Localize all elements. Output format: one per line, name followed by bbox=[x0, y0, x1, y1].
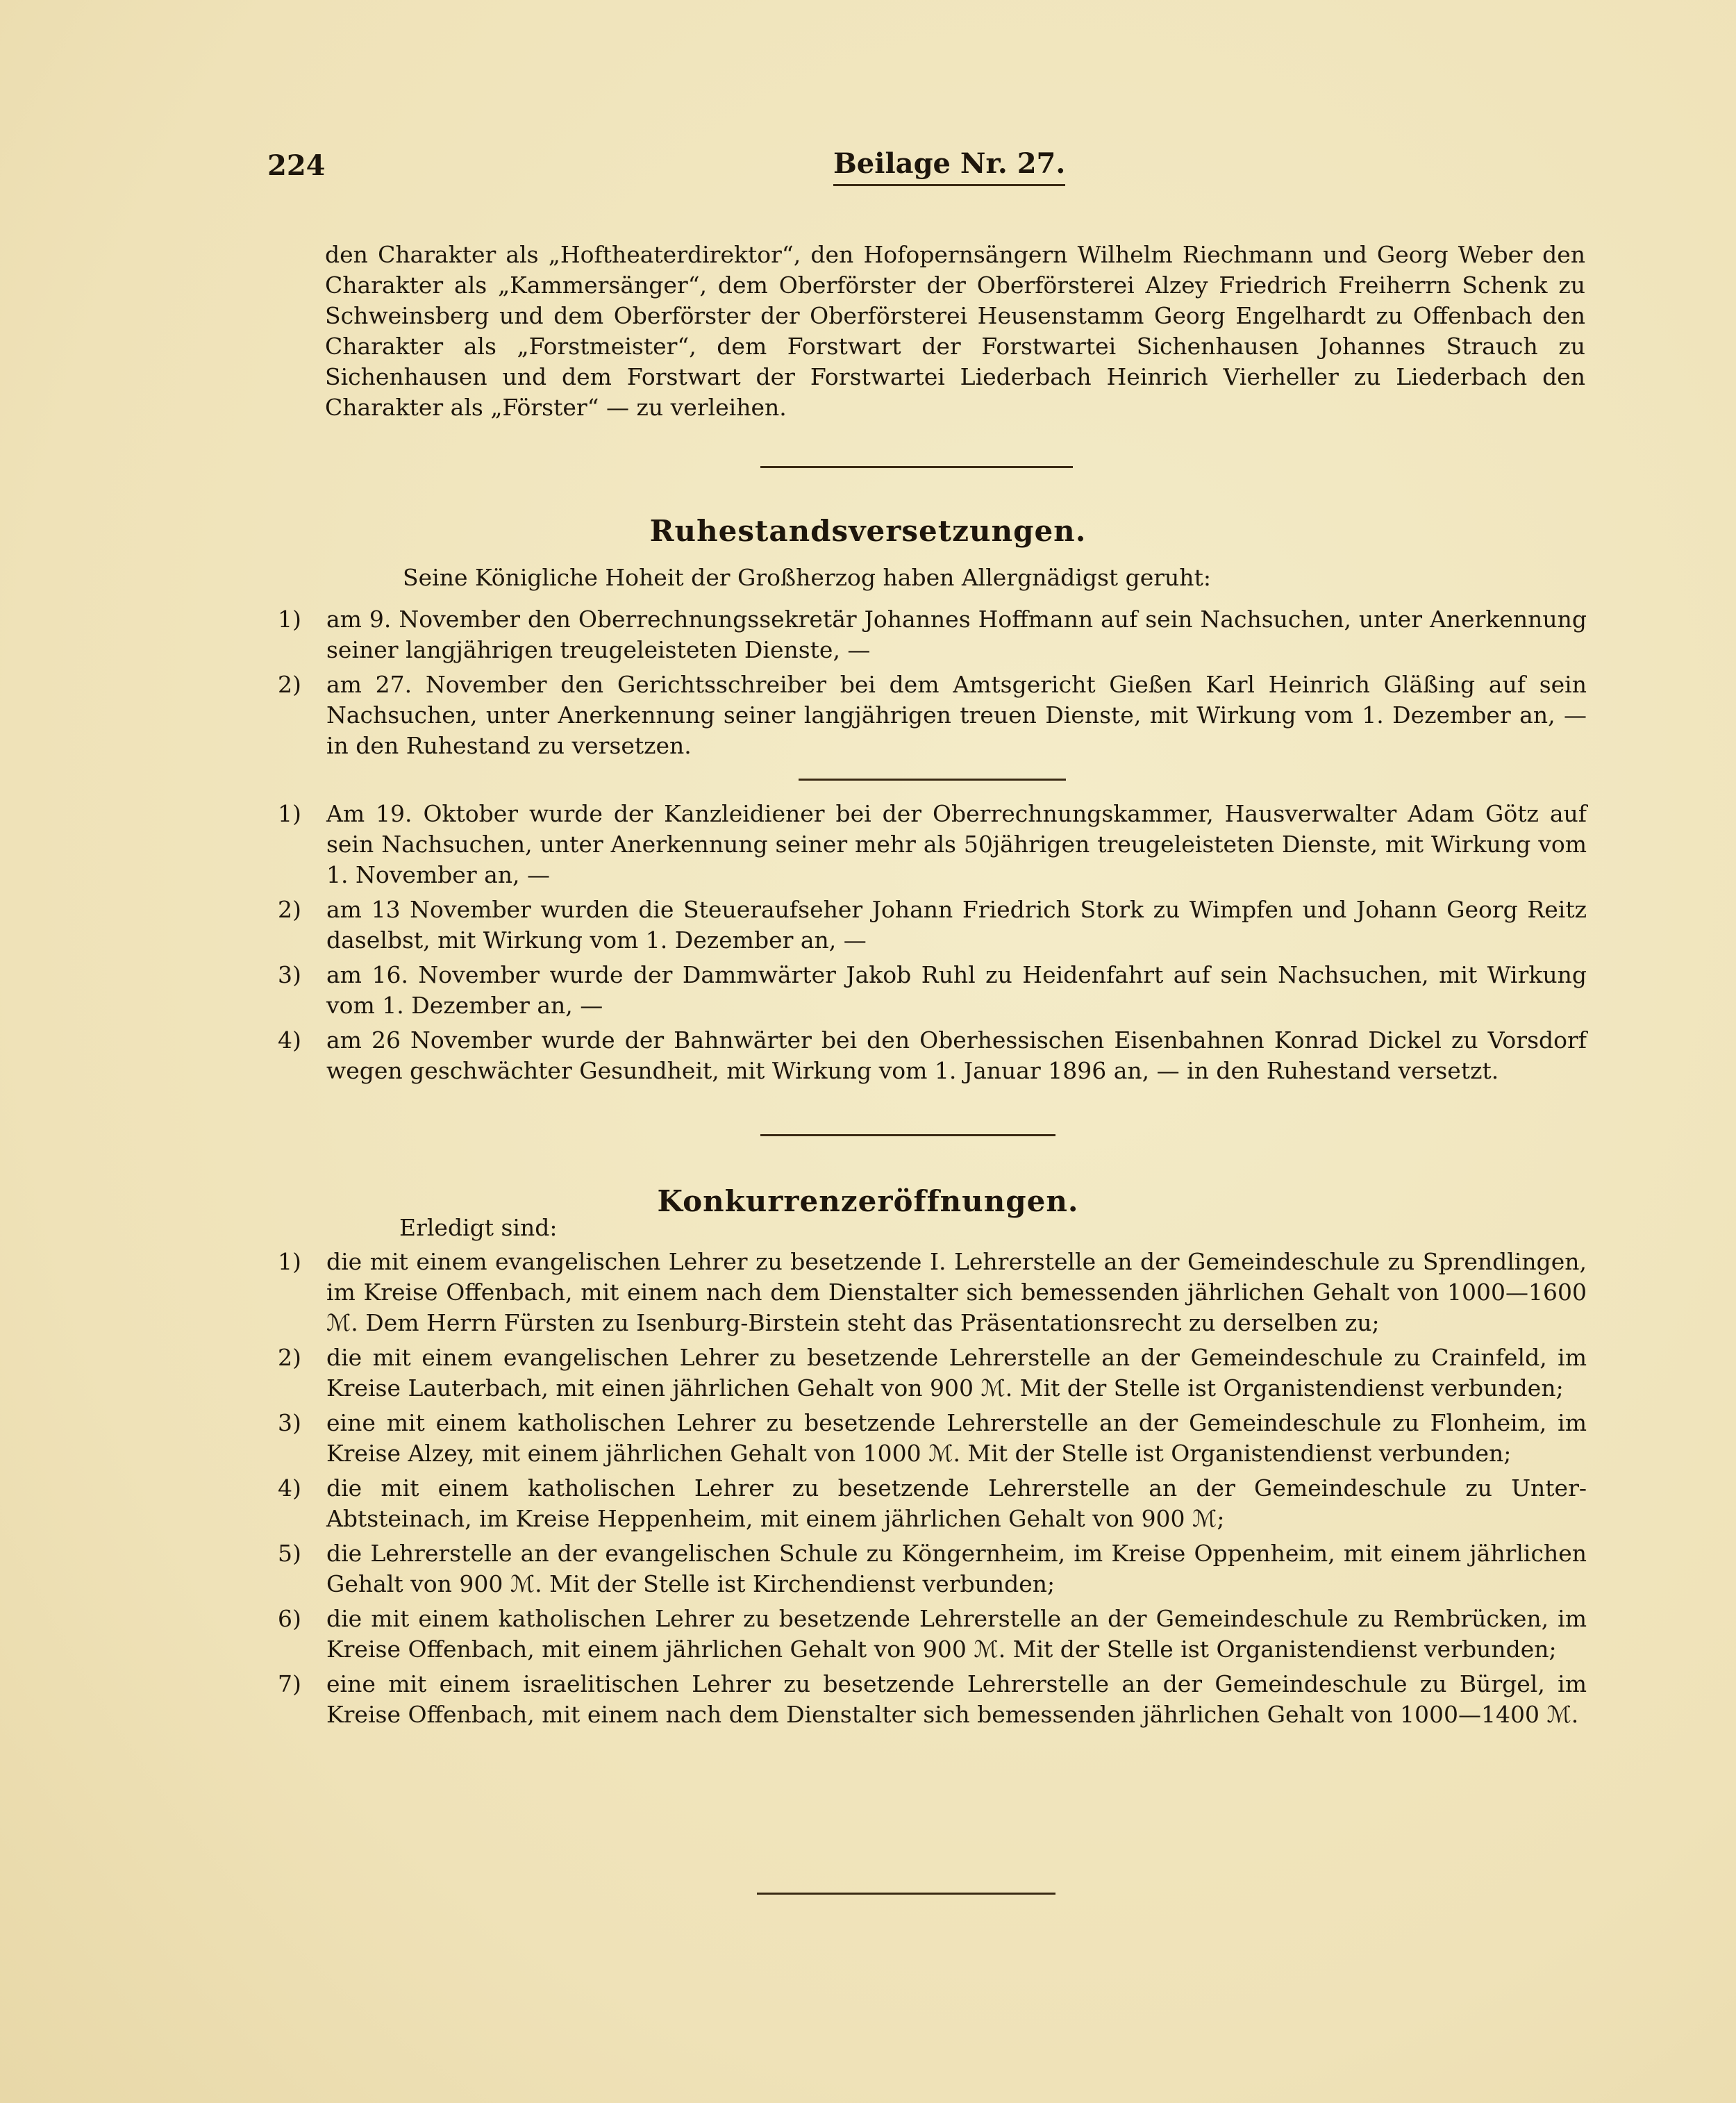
item-text: am 9. November den Oberrechnungssekretär Johannes Hoffmann auf sein Nachsuchen, unter Anerkennung seiner langjährigen treugeleisteten Dienste, — bbox=[326, 606, 1587, 663]
item-text: die mit einem katholischen Lehrer zu besetzende Lehrerstelle an der Gemeindeschule zu Unter-Abtsteinach, im Kreise Heppenheim, mit einem jährlichen Gehalt von 900 ℳ; bbox=[326, 1474, 1587, 1532]
page-number: 224 bbox=[267, 149, 326, 182]
item-number: 2) bbox=[278, 896, 301, 923]
item-number: 4) bbox=[278, 1474, 301, 1502]
retirement-list bbox=[278, 604, 1587, 765]
item-number: 3) bbox=[278, 1409, 301, 1436]
list-item bbox=[278, 1669, 1587, 1730]
item-text: eine mit einem katholischen Lehrer zu besetzende Lehrerstelle an der Gemeindeschule zu Flonheim, im Kreise Alzey, mit einem jährlichen Gehalt von 1000 ℳ. Mit der Stelle ist Organistendienst verbunden; bbox=[326, 1409, 1587, 1467]
item-text: am 26 November wurde der Bahnwärter bei den Oberhessischen Eisenbahnen Konrad Dickel zu Vorsdorf wegen geschwächter Gesundheit, mit Wirkung vom 1. Januar 1896 an, — in den Ruhestand versetzt. bbox=[326, 1026, 1587, 1084]
item-text: am 27. November den Gerichtsschreiber bei dem Amtsgericht Gießen Karl Heinrich Gläßing auf sein Nachsuchen, unter Anerkennung seiner langjährigen treuen Dienste, mit Wirkung vom 1. Dezember an, — in den Ruhestand zu versetzen. bbox=[326, 671, 1587, 759]
list-item bbox=[278, 960, 1587, 1021]
list-item bbox=[278, 1408, 1587, 1469]
divider bbox=[799, 779, 1066, 781]
section-intro-retirement: Seine Königliche Hoheit der Großherzog haben Allergnädigst geruht: bbox=[403, 564, 1211, 591]
section-heading-retirement: Ruhestandsversetzungen. bbox=[649, 514, 1087, 548]
divider bbox=[760, 1134, 1055, 1136]
item-text: die mit einem katholischen Lehrer zu besetzende Lehrerstelle an der Gemeindeschule zu Rembrücken, im Kreise Offenbach, mit einem jährlichen Gehalt von 900 ℳ. Mit der Stelle ist Organistendienst verbunden; bbox=[326, 1605, 1587, 1663]
item-number: 1) bbox=[278, 1248, 301, 1275]
list-item bbox=[278, 1473, 1587, 1534]
vacancies-list bbox=[278, 1247, 1587, 1734]
item-number: 1) bbox=[278, 606, 301, 633]
list-item bbox=[278, 604, 1587, 665]
list-item bbox=[278, 1025, 1587, 1086]
section-heading-vacancies: Konkurrenzeröffnungen. bbox=[657, 1184, 1079, 1218]
item-number: 2) bbox=[278, 1344, 301, 1371]
item-number: 5) bbox=[278, 1540, 301, 1567]
divider bbox=[760, 466, 1073, 468]
item-number: 4) bbox=[278, 1026, 301, 1054]
list-item bbox=[278, 799, 1587, 890]
item-number: 2) bbox=[278, 671, 301, 698]
item-text: die mit einem evangelischen Lehrer zu besetzende Lehrerstelle an der Gemeindeschule zu Crainfeld, im Kreise Lauterbach, mit einen jährlichen Gehalt von 900 ℳ. Mit der Stelle ist Organistendienst verbunden; bbox=[326, 1344, 1587, 1402]
item-text: am 16. November wurde der Dammwärter Jakob Ruhl zu Heidenfahrt auf sein Nachsuchen, mit Wirkung vom 1. Dezember an, — bbox=[326, 961, 1587, 1019]
item-number: 7) bbox=[278, 1670, 301, 1697]
divider bbox=[757, 1893, 1055, 1895]
item-text: Am 19. Oktober wurde der Kanzleidiener bei der Oberrechnungskammer, Hausverwalter Adam Götz auf sein Nachsuchen, unter Anerkennung seiner mehr als 50jährigen treugeleisteten Dienste, mit Wirkung vom 1. November an, — bbox=[326, 800, 1587, 888]
intro-paragraph: den Charakter als „Hoftheaterdirektor“, den Hofopernsängern Wilhelm Riechmann und Georg Weber den Charakter als „Kammersänger“, dem Oberförster der Oberförsterei Alzey Friedrich Freiherrn Schenk zu Schweinsberg und dem Oberförster der Oberförsterei Heusenstamm Georg Engelhardt zu Offenbach den Charakter als „Forstmeister“, dem Forstwart der Forstwartei Sichenhausen Johannes Strauch zu Sichenhausen und dem Forstwart der Forstwartei Liederbach Heinrich Vierheller zu Liederbach den Charakter als „Förster“ — zu verleihen. bbox=[325, 241, 1585, 421]
item-text: am 13 November wurden die Steueraufseher Johann Friedrich Stork zu Wimpfen und Johann Georg Reitz daselbst, mit Wirkung vom 1. Dezember an, — bbox=[326, 896, 1587, 954]
running-title: Beilage Nr. 27. bbox=[833, 147, 1065, 186]
item-number: 6) bbox=[278, 1605, 301, 1632]
list-item bbox=[278, 1247, 1587, 1338]
item-text: die mit einem evangelischen Lehrer zu besetzende I. Lehrerstelle an der Gemeindeschule zu Sprendlingen, im Kreise Offenbach, mit einem nach dem Dienstalter sich bemessenden jährlichen Gehalt von 1000—1600 ℳ. Dem Herrn Fürsten zu Isenburg-Birstein steht das Präsentationsrecht zu derselben zu; bbox=[326, 1248, 1587, 1336]
item-number: 3) bbox=[278, 961, 301, 988]
list-item bbox=[278, 1538, 1587, 1599]
item-text: die Lehrerstelle an der evangelischen Schule zu Köngernheim, im Kreise Oppenheim, mit einem jährlichen Gehalt von 900 ℳ. Mit der Stelle ist Kirchendienst verbunden; bbox=[326, 1540, 1587, 1597]
list-item bbox=[278, 895, 1587, 956]
item-text: eine mit einem israelitischen Lehrer zu besetzende Lehrerstelle an der Gemeindeschule zu Bürgel, im Kreise Offenbach, mit einem nach dem Dienstalter sich bemessenden jährlichen Gehalt von 1000—1400 ℳ. bbox=[326, 1670, 1587, 1728]
list-item bbox=[278, 1343, 1587, 1404]
list-item bbox=[278, 670, 1587, 761]
list-item bbox=[278, 1604, 1587, 1665]
item-number: 1) bbox=[278, 800, 301, 827]
other-retirement-list bbox=[278, 799, 1587, 1090]
section-intro-vacancies: Erledigt sind: bbox=[399, 1214, 558, 1241]
